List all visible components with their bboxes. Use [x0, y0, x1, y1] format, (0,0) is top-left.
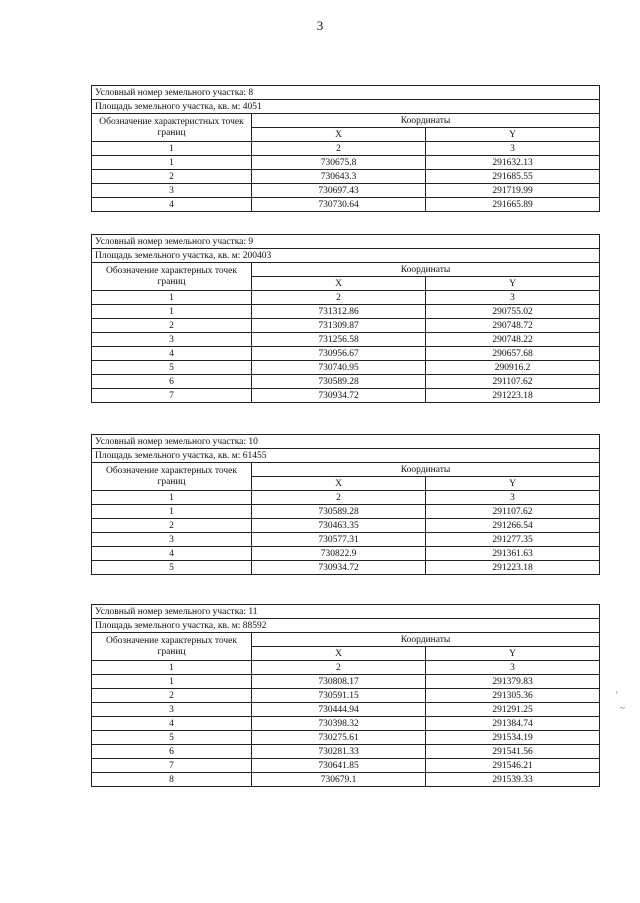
table-row — [92, 156, 600, 170]
y-header: Y — [426, 647, 600, 661]
point-number: 3 — [92, 533, 252, 547]
point-number: 2 — [92, 170, 252, 184]
point-number: 3 — [92, 184, 252, 198]
point-designation-header: Обозначение характеристных точек границ — [92, 114, 252, 142]
column-number: 1 — [92, 142, 252, 156]
x-coordinate: 730679.1 — [252, 773, 426, 787]
plot-area: Площадь земельного участка, кв. м: 4051 — [92, 100, 600, 114]
column-number: 1 — [92, 291, 252, 305]
x-coordinate: 730641.85 — [252, 759, 426, 773]
header-row — [92, 633, 600, 647]
table-row — [92, 703, 600, 717]
column-number: 3 — [426, 661, 600, 675]
land-plot-table — [91, 85, 600, 212]
header-row — [92, 263, 600, 277]
column-number: 2 — [252, 491, 426, 505]
y-coordinate: 291223.18 — [426, 561, 600, 575]
plot-area: Площадь земельного участка, кв. м: 61455 — [92, 449, 600, 463]
y-coordinate: 291291.25 — [426, 703, 600, 717]
table-row — [92, 717, 600, 731]
x-coordinate: 730589.28 — [252, 505, 426, 519]
x-coordinate: 731312.86 — [252, 305, 426, 319]
x-coordinate: 730398.32 — [252, 717, 426, 731]
x-header: X — [252, 477, 426, 491]
x-coordinate: 730808.17 — [252, 675, 426, 689]
plot-area-row — [92, 449, 600, 463]
table-row — [92, 561, 600, 575]
plot-number-row — [92, 235, 600, 249]
point-designation-header: Обозначение характерных точек границ — [92, 263, 252, 291]
x-coordinate: 730730.64 — [252, 198, 426, 212]
y-coordinate: 291361.63 — [426, 547, 600, 561]
y-coordinate: 290748.72 — [426, 319, 600, 333]
y-coordinate: 291541.56 — [426, 745, 600, 759]
table-row — [92, 347, 600, 361]
y-coordinate: 291632.13 — [426, 156, 600, 170]
table-row — [92, 319, 600, 333]
point-number: 7 — [92, 759, 252, 773]
plot-number-row — [92, 605, 600, 619]
x-coordinate: 730275.61 — [252, 731, 426, 745]
land-plot-table — [91, 234, 600, 403]
scan-speck: ~ — [620, 703, 625, 713]
x-coordinate: 730934.72 — [252, 389, 426, 403]
x-header: X — [252, 647, 426, 661]
point-number: 6 — [92, 745, 252, 759]
y-coordinate: 291539.33 — [426, 773, 600, 787]
point-number: 5 — [92, 361, 252, 375]
x-header: X — [252, 128, 426, 142]
plot-number-row — [92, 86, 600, 100]
y-coordinate: 291379.83 — [426, 675, 600, 689]
y-coordinate: 291685.55 — [426, 170, 600, 184]
table-row — [92, 505, 600, 519]
table-row — [92, 759, 600, 773]
point-number: 4 — [92, 547, 252, 561]
x-coordinate: 731256.58 — [252, 333, 426, 347]
y-header: Y — [426, 277, 600, 291]
point-number: 1 — [92, 675, 252, 689]
plot-number-row — [92, 435, 600, 449]
table-row — [92, 547, 600, 561]
x-coordinate: 730740.95 — [252, 361, 426, 375]
column-number-row — [92, 142, 600, 156]
table-row — [92, 361, 600, 375]
table-row — [92, 773, 600, 787]
land-plot-table — [91, 434, 600, 575]
x-coordinate: 730697.43 — [252, 184, 426, 198]
column-number: 2 — [252, 291, 426, 305]
x-coordinate: 730934.72 — [252, 561, 426, 575]
point-number: 4 — [92, 347, 252, 361]
column-number: 3 — [426, 142, 600, 156]
y-coordinate: 291107.62 — [426, 375, 600, 389]
table-row — [92, 184, 600, 198]
plot-number: Условный номер земельного участка: 9 — [92, 235, 600, 249]
scan-speck: ' — [616, 690, 618, 700]
column-number: 2 — [252, 661, 426, 675]
coordinates-header: Координаты — [252, 114, 600, 128]
point-number: 1 — [92, 505, 252, 519]
x-coordinate: 730591.15 — [252, 689, 426, 703]
table-row — [92, 519, 600, 533]
point-number: 2 — [92, 519, 252, 533]
table-row — [92, 731, 600, 745]
x-coordinate: 730589.28 — [252, 375, 426, 389]
plot-number: Условный номер земельного участка: 8 — [92, 86, 600, 100]
y-coordinate: 291107.62 — [426, 505, 600, 519]
x-coordinate: 730643.3 — [252, 170, 426, 184]
point-number: 2 — [92, 689, 252, 703]
table-row — [92, 198, 600, 212]
point-number: 1 — [92, 156, 252, 170]
y-coordinate: 291665.89 — [426, 198, 600, 212]
point-number: 4 — [92, 198, 252, 212]
x-header: X — [252, 277, 426, 291]
y-coordinate: 290916.2 — [426, 361, 600, 375]
land-plot-table — [91, 604, 600, 787]
y-header: Y — [426, 477, 600, 491]
table-row — [92, 333, 600, 347]
y-coordinate: 290748.22 — [426, 333, 600, 347]
table-row — [92, 170, 600, 184]
point-number: 1 — [92, 305, 252, 319]
point-number: 7 — [92, 389, 252, 403]
point-number: 3 — [92, 703, 252, 717]
point-number: 6 — [92, 375, 252, 389]
x-coordinate: 730463.35 — [252, 519, 426, 533]
plot-number: Условный номер земельного участка: 11 — [92, 605, 600, 619]
y-coordinate: 291719.99 — [426, 184, 600, 198]
y-coordinate: 291277.35 — [426, 533, 600, 547]
plot-area-row — [92, 249, 600, 263]
x-coordinate: 730444.94 — [252, 703, 426, 717]
point-number: 5 — [92, 561, 252, 575]
coordinates-header: Координаты — [252, 633, 600, 647]
plot-area-row — [92, 619, 600, 633]
point-number: 4 — [92, 717, 252, 731]
table-row — [92, 533, 600, 547]
table-row — [92, 375, 600, 389]
column-number: 3 — [426, 491, 600, 505]
point-designation-header: Обозначение характерных точек границ — [92, 463, 252, 491]
y-header: Y — [426, 128, 600, 142]
x-coordinate: 730822.9 — [252, 547, 426, 561]
plot-area-row — [92, 100, 600, 114]
coordinates-header: Координаты — [252, 263, 600, 277]
x-coordinate: 730577.31 — [252, 533, 426, 547]
table-row — [92, 675, 600, 689]
column-number: 3 — [426, 291, 600, 305]
y-coordinate: 291305.36 — [426, 689, 600, 703]
y-coordinate: 291534.19 — [426, 731, 600, 745]
y-coordinate: 291384.74 — [426, 717, 600, 731]
plot-area: Площадь земельного участка, кв. м: 88592 — [92, 619, 600, 633]
column-number-row — [92, 291, 600, 305]
y-coordinate: 291546.21 — [426, 759, 600, 773]
header-row — [92, 114, 600, 128]
coordinates-header: Координаты — [252, 463, 600, 477]
point-number: 2 — [92, 319, 252, 333]
column-number: 2 — [252, 142, 426, 156]
column-number: 1 — [92, 661, 252, 675]
x-coordinate: 730281.33 — [252, 745, 426, 759]
x-coordinate: 730956.67 — [252, 347, 426, 361]
point-number: 8 — [92, 773, 252, 787]
x-coordinate: 730675.8 — [252, 156, 426, 170]
y-coordinate: 291223.18 — [426, 389, 600, 403]
point-number: 3 — [92, 333, 252, 347]
point-designation-header: Обозначение характерных точек границ — [92, 633, 252, 661]
point-number: 5 — [92, 731, 252, 745]
header-row — [92, 463, 600, 477]
y-coordinate: 291266.54 — [426, 519, 600, 533]
column-number-row — [92, 491, 600, 505]
page-number: 3 — [316, 18, 324, 33]
y-coordinate: 290657.68 — [426, 347, 600, 361]
plot-number: Условный номер земельного участка: 10 — [92, 435, 600, 449]
column-number: 1 — [92, 491, 252, 505]
table-row — [92, 305, 600, 319]
table-row — [92, 689, 600, 703]
x-coordinate: 731309.87 — [252, 319, 426, 333]
table-row — [92, 745, 600, 759]
plot-area: Площадь земельного участка, кв. м: 200403 — [92, 249, 600, 263]
table-row — [92, 389, 600, 403]
y-coordinate: 290755.02 — [426, 305, 600, 319]
column-number-row — [92, 661, 600, 675]
